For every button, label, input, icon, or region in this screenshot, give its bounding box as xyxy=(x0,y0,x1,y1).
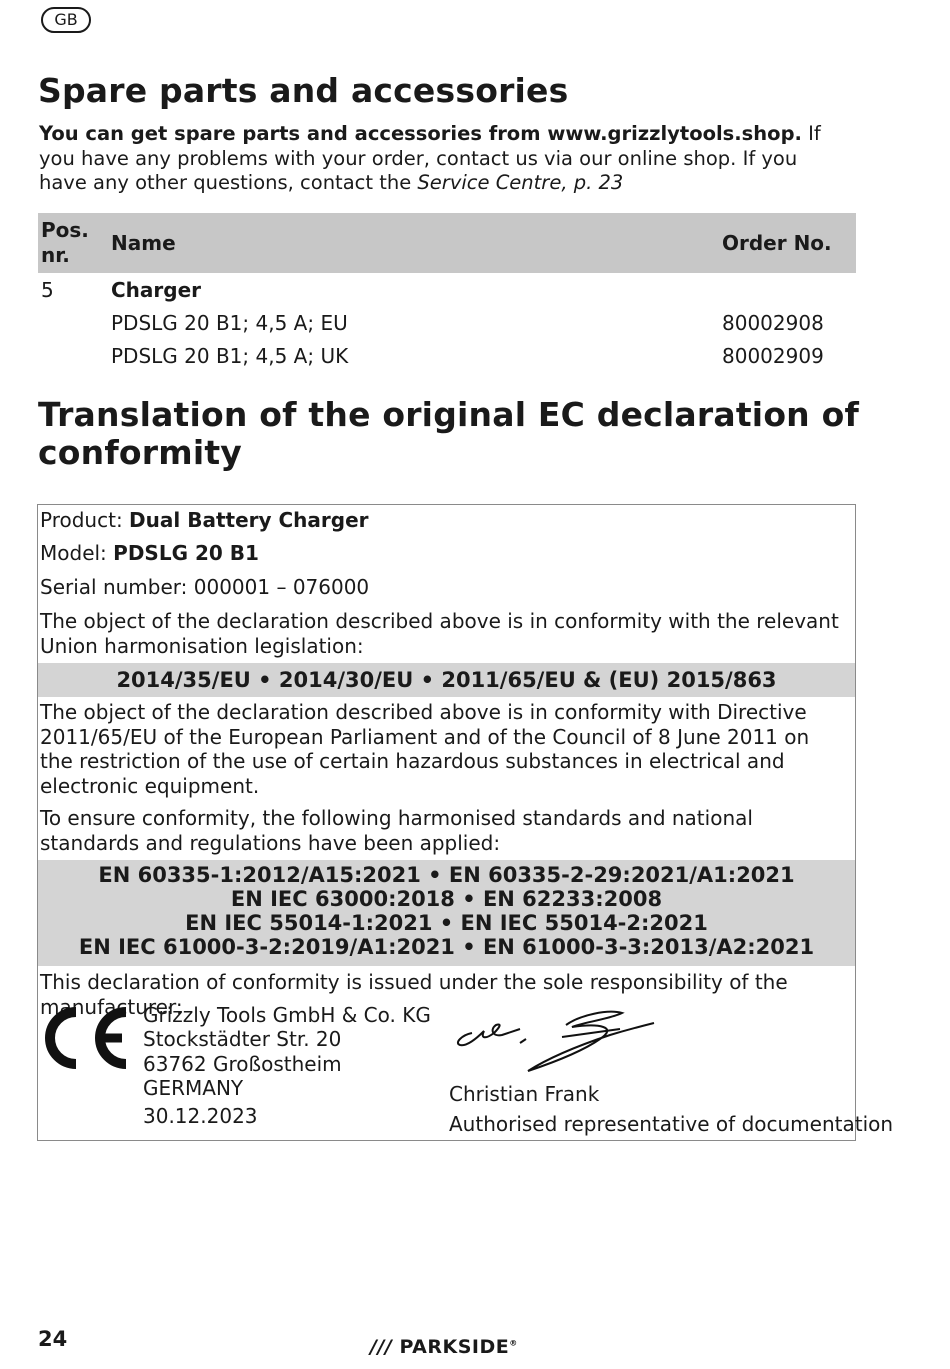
row-pos xyxy=(38,339,111,372)
row-name: PDSLG 20 B1; 4,5 A; UK xyxy=(111,343,349,368)
row-pos xyxy=(38,306,111,339)
spare-parts-title: Spare parts and accessories xyxy=(38,71,569,110)
manufacturer-address xyxy=(143,1003,431,1128)
table-row xyxy=(38,339,856,372)
row-name: Charger xyxy=(111,277,202,302)
manufacturer-country: GERMANY xyxy=(143,1075,244,1100)
brand-slashes-icon: /// xyxy=(370,1336,393,1358)
ce-mark-icon xyxy=(40,1006,132,1070)
signatory-role: Authorised representative of documentation xyxy=(449,1112,894,1136)
spare-parts-intro xyxy=(39,122,849,196)
model-label: Model: xyxy=(40,541,114,565)
column-header-name: Name xyxy=(111,213,722,273)
intro-text: If you have any problems with your order, contact us via our online shop. If you have any other questions, contact the xyxy=(39,122,821,194)
conformity-text: The object of the declaration described above is in conformity with the relevant Union harmonisation legislation: xyxy=(40,609,839,658)
manufacturer-city: 63762 Großostheim xyxy=(143,1051,342,1076)
product-line xyxy=(40,508,850,533)
row-pos: 5 xyxy=(41,277,54,302)
brand-name: PARKSIDE xyxy=(399,1336,510,1358)
service-centre-reference: Service Centre, p. 23 xyxy=(417,171,624,194)
product-label: Product: xyxy=(40,508,130,532)
declaration-title-line1: Translation of the original EC declaration of xyxy=(38,395,859,434)
column-header-order: Order No. xyxy=(722,213,856,273)
manufacturer-street: Stockstädter Str. 20 xyxy=(143,1027,342,1052)
standard-line: EN IEC 55014-1:2021 • EN IEC 55014-2:2021 xyxy=(185,911,708,935)
row-order xyxy=(722,273,856,306)
standard-line: EN 60335-1:2012/A15:2021 • EN 60335-2-29:2021/A1:2021 xyxy=(98,863,795,887)
model-line xyxy=(40,541,850,566)
intro-bold-text: You can get spare parts and accessories from www.grizzlytools.shop. xyxy=(39,122,802,145)
responsibility-text: This declaration of conformity is issued under the sole responsibility of the manufacturer: xyxy=(40,970,788,1019)
language-badge: GB xyxy=(41,7,91,33)
table-row xyxy=(38,306,856,339)
standard-line: EN IEC 63000:2018 • EN 62233:2008 xyxy=(230,887,663,911)
spare-parts-table xyxy=(38,213,856,372)
manufacturer-name: Grizzly Tools GmbH & Co. KG xyxy=(143,1003,431,1027)
row-name: PDSLG 20 B1; 4,5 A; EU xyxy=(111,310,348,335)
column-header-pos: Pos. nr. xyxy=(38,213,111,273)
standards-intro: To ensure conformity, the following harmonised standards and national standards and regulations have been applied: xyxy=(40,806,753,855)
directives-band: 2014/35/EU • 2014/30/EU • 2011/65/EU & (EU) 2015/863 xyxy=(38,663,855,697)
declaration-title-line2: conformity xyxy=(38,433,243,472)
model-value: PDSLG 20 B1 xyxy=(113,541,259,565)
serial-number: Serial number: 000001 – 076000 xyxy=(40,575,370,599)
signatory-name: Christian Frank xyxy=(449,1082,600,1106)
row-order: 80002909 xyxy=(722,343,824,368)
table-row xyxy=(38,273,856,306)
row-order: 80002908 xyxy=(722,310,824,335)
brand-registered-mark: ® xyxy=(509,1338,518,1348)
declaration-date: 30.12.2023 xyxy=(143,1104,258,1129)
page-number: 24 xyxy=(38,1327,68,1351)
rohs-text: The object of the declaration described above is in conformity with Directive 2011/65/EU of the European Parliament and of the Council of 8 June 2011 on the restriction of the use of certain hazardous substances in electrical and electronic equipment. xyxy=(40,700,810,798)
brand-logo xyxy=(370,1336,518,1358)
product-value: Dual Battery Charger xyxy=(129,508,369,532)
table-header-row xyxy=(38,213,856,273)
standard-line: EN IEC 61000-3-2:2019/A1:2021 • EN 61000-3-3:2013/A2:2021 xyxy=(78,935,815,959)
standards-band xyxy=(38,860,855,966)
signature-icon xyxy=(450,1005,660,1077)
